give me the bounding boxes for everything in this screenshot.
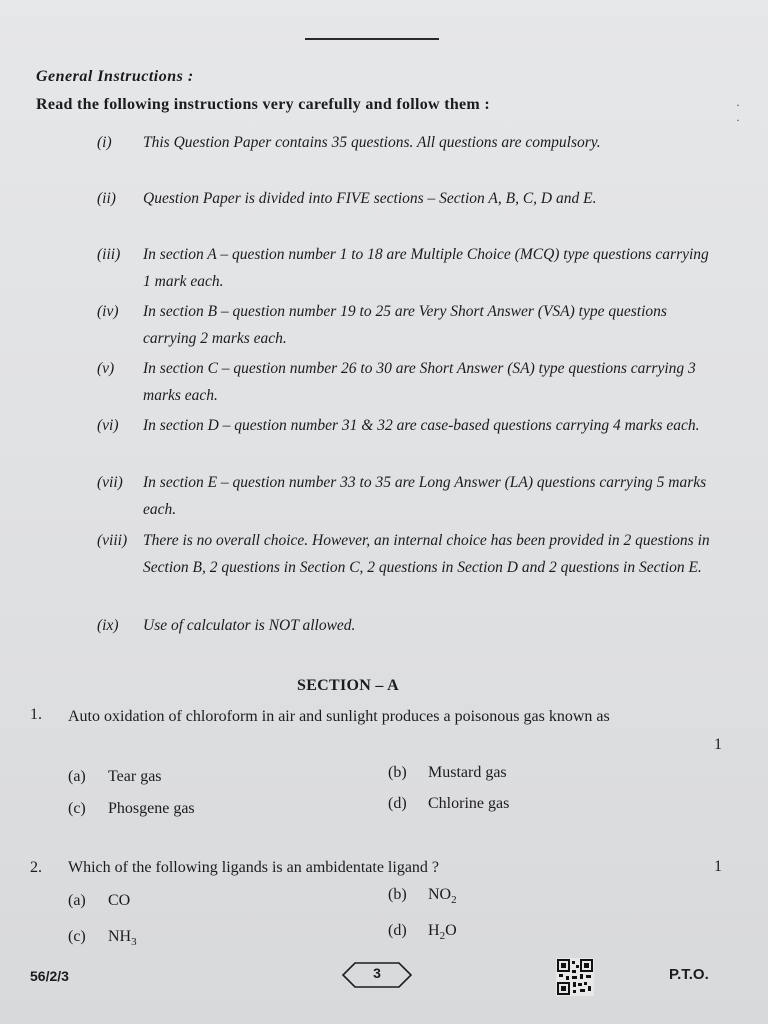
option-d[interactable]: (d) Chlorine gas — [388, 795, 510, 812]
top-rule — [305, 38, 439, 40]
option-b[interactable]: (b) Mustard gas — [388, 764, 507, 781]
option-a[interactable]: (a) Tear gas — [68, 768, 162, 785]
option-c[interactable]: (c) $NH_3$ — [68, 928, 137, 949]
page-number: 3 — [373, 965, 381, 981]
question-text: Auto oxidation of chloroform in air and sunlight produces a poisonous gas known as — [68, 708, 610, 725]
question-marks: 1 — [714, 858, 722, 875]
question-number: 2. — [30, 859, 42, 876]
general-instructions-heading: General Instructions : — [36, 68, 194, 85]
exam-page: · · General Instructions : Read the following instructions very carefully and follow them : (i) This Question Paper contains 35 questions. All questions are compulsory. (ii) Question Paper is divided into FIVE sections – Section A, B, C, D and E. (iii) In section A – question number 1 to 18 are Multiple Choice (MCQ) type questions carrying 1 mark each. (iv) In section B – question number 19 to 25 are Very Short Answer (VSA) type questions carrying 2 marks each. (v) In section C – question number 26 to 30 are Short Answer (SA) type questions carrying 3 marks each. (vi) In section D – question number 31 & 32 are case-based questions carrying 4 marks each. (vii) In section E – question number 33 to 35 are Long Answer (LA) questions carrying 5 marks each. (viii) There is no overall choice. However, an internal choice has been provided in 2 questions in Section B, 2 questions in Section C, 2 questions in Section D and 2 questions in Section E. (ix) Use of calculator is NOT allowed. SECTION – A 1. Auto oxidation of chloroform in air and sunlight produces a poisonous gas known as 1 (a) Tear gas (b) Mustard gas (c) Phosgene gas (d) Chlorine gas 2. Which of the following ligands is an ambidentate ligand ? 1 (a) CO (b) $NO_2$ (c) $NH_3$ (d) $H_2O$ 56/2/3 3 P.T.O. — [0, 0, 768, 1024]
section-a-title: SECTION – A — [297, 677, 399, 694]
please-turn-over: P.T.O. — [669, 966, 709, 983]
question-number: 1. — [30, 706, 42, 723]
page-number-badge — [341, 961, 413, 989]
option-a[interactable]: (a) CO — [68, 892, 131, 909]
option-c[interactable]: (c) Phosgene gas — [68, 800, 195, 817]
read-instructions-line: Read the following instructions very carefully and follow them : — [36, 96, 490, 113]
option-b[interactable]: (b) $NO_2$ — [388, 886, 457, 907]
margin-mark: · · — [736, 98, 740, 127]
paper-code: 56/2/3 — [30, 968, 69, 984]
qr-code-icon — [556, 958, 594, 996]
question-marks: 1 — [714, 736, 722, 753]
option-d[interactable]: (d) $H_2O$ — [388, 922, 457, 943]
question-text: Which of the following ligands is an ambidentate ligand ? — [68, 859, 440, 876]
